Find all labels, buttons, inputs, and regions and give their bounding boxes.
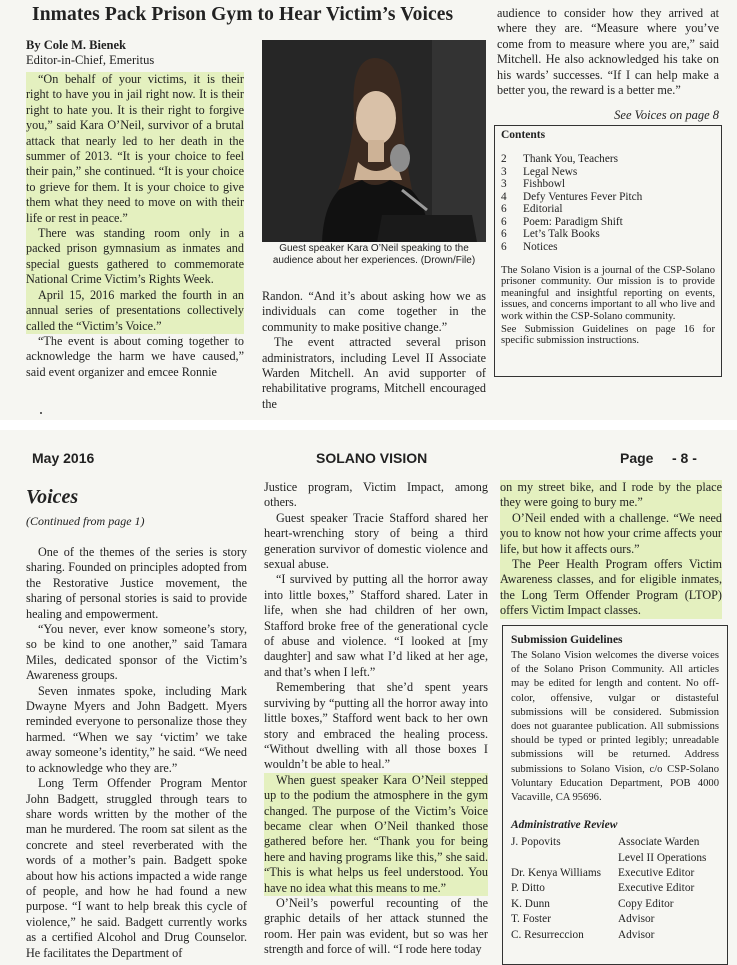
- byline-author: By Cole M. Bienek: [26, 38, 126, 52]
- staff-name: J. Popovits: [511, 836, 561, 849]
- staff-name: T. Foster: [511, 913, 551, 926]
- submission-title: Submission Guidelines: [511, 634, 623, 646]
- staff-name: P. Ditto: [511, 882, 545, 895]
- staff-row: [511, 835, 719, 850]
- contents-label: Poem: Paradigm Shift: [523, 215, 623, 228]
- article-column-3: [500, 480, 722, 619]
- article-column-2: [264, 480, 488, 958]
- paragraph: “I survived by putting all the horror away into little boxes,” Stafford shared. Later in life, when she had children of her own, Stafford broke free of the generational cycle of abuse and violence. “I looked at [my daughter] and saw what I’d liked at her age, and that’s when I left.”: [264, 572, 488, 679]
- staff-role: Copy Editor: [618, 897, 674, 910]
- contents-label: Thank You, Teachers: [523, 153, 619, 165]
- paragraph: audience to consider how they arrived at where they are. “Measure where you’ve come from to measure where you are,” said Mitchell. He also acknowledged his take on his wards’ successes. “If I can help make a better you, the reward is a better me.”: [497, 6, 719, 98]
- page-number: - 8 -: [672, 450, 697, 466]
- paragraph: When guest speaker Kara O’Neil stepped up to the podium the atmosphere in the gym changed. The purpose of the Victim’s Voice became clear when O’Neil thanked those gathered before her. “Thank you for being here and having programs like this,” she said. “This is what helps us feel understood. You have no idea what this means to me.”: [264, 772, 488, 895]
- paragraph: “You never, ever know someone’s story, so be kind to one another,” said Tamara Miles, dedicated sponsor of the Victim’s Awareness groups.: [26, 622, 247, 683]
- administrative-review: [511, 819, 719, 943]
- paragraph: on my street bike, and I rode by the place they were going to bury me.”: [500, 480, 722, 510]
- staff-row: [511, 897, 719, 912]
- staff-role: Advisor: [618, 928, 655, 941]
- staff-row: [511, 912, 719, 927]
- contents-page: 4: [501, 190, 507, 203]
- continued-from: (Continued from page 1): [26, 514, 145, 528]
- paragraph: April 15, 2016 marked the fourth in an annual series of presentations collectively called the “Victim’s Voice.”: [26, 287, 244, 333]
- paragraph: O’Neil ended with a challenge. “We need you to know not how your crime affects your life, but how it affects ours.”: [500, 510, 722, 556]
- staff-row: [511, 866, 719, 881]
- journal-mission: The Solano Vision is a journal of the CSP-Solano prisoner community. Our mission is to provide meaningful and insightful reporting on events, issues, and concerns important to all who live and work within the CSP-Solano community.: [501, 265, 715, 322]
- masthead: SOLANO VISION: [316, 450, 428, 466]
- speaker-photo: [262, 40, 486, 242]
- contents-label: Fishbowl: [523, 178, 566, 190]
- paragraph: Remembering that she’d spent years surviving by “putting all the horror away into little boxes,” Stafford went back to her own story and embraced the healing process. “Without dwelling with all those boxes I wouldn’t be able to heal.”: [264, 680, 488, 772]
- staff-row: [511, 851, 719, 866]
- page-label: Page: [620, 450, 654, 466]
- contents-item[interactable]: [501, 191, 715, 204]
- paragraph: “On behalf of your victims, it is their right to have you in jail right now. It is their right to hate you. It is their right to forgive you,” said Kara O’Neil, survivor of a brutal attack that nearly led to her death in the summer of 2013. “It is your choice to feel their pain,” she continued. “It is your choice to grieve for them. It is your choice to give them what they need to move on with their life or rest in peace.”: [26, 72, 244, 225]
- page-divider: [0, 420, 737, 430]
- paragraph: The event attracted several prison administrators, including Level II Associate Warden Mitchell. An avid supporter of rehabilitative programs, Mitchell encouraged the: [262, 335, 486, 411]
- contents-item[interactable]: [501, 241, 715, 254]
- staff-name: K. Dunn: [511, 897, 550, 910]
- staff-role: Level II Operations: [618, 851, 707, 864]
- staff-row: [511, 928, 719, 943]
- article-column-1: [26, 72, 244, 380]
- contents-page: 6: [501, 240, 507, 253]
- article-column-3: [497, 6, 719, 98]
- paragraph: There was standing room only in a packed prison gymnasium as inmates and special guests gathered to commemorate National Crime Victim’s Rights Week.: [26, 226, 244, 287]
- paragraph: O’Neil’s powerful recounting of the graphic details of her attack stunned the room. Her pain was evident, but so was her strength and force of will. “I rode here today: [264, 895, 488, 957]
- issue-date: May 2016: [32, 450, 95, 466]
- staff-role: Executive Editor: [618, 882, 695, 895]
- staff-row: [511, 881, 719, 896]
- submission-text: The Solano Vision welcomes the diverse voices of the Solano Prison Community. All articles may be edited for length and content. No off-color, offensive, vulgar or distasteful submissions will be considered. Submission does not guarantee publication. All submissions should be typed or printed legibly; unreadable submissions will be returned. Address submissions to Solano Vision, c/o CSP-Solano Voluntary Education Department, POB 4000 Vacaville, CA 95696.: [511, 650, 719, 804]
- contents-item[interactable]: [501, 228, 715, 241]
- paragraph: One of the themes of the series is story sharing. Founded on principles adopted from the Restorative Justice movement, the sharing of personal stories is said to provide healing and empowerment.: [26, 545, 247, 621]
- contents-title: Contents: [501, 129, 546, 141]
- contents-item[interactable]: [501, 153, 715, 166]
- speck-mark: [40, 412, 42, 414]
- contents-page: 2: [501, 153, 507, 165]
- staff-role: Executive Editor: [618, 867, 695, 880]
- article-headline: Inmates Pack Prison Gym to Hear Victim’s Voices: [32, 4, 454, 25]
- paragraph: Randon. “And it’s about asking how we as individuals can come together in the community to make positive change.”: [262, 289, 486, 334]
- staff-role: Associate Warden: [618, 836, 700, 849]
- paragraph: Seven inmates spoke, including Mark Dwayne Myers and John Badgett. Myers reminded everyone to personalize those they harmed. “When we say ‘victim’ we take away someone’s identity,” he said. “We need to acknowledge who they are.”: [26, 683, 247, 775]
- article-column-1: [26, 545, 247, 961]
- contents-item[interactable]: [501, 216, 715, 229]
- contents-item[interactable]: [501, 166, 715, 179]
- contents-page: 6: [501, 203, 507, 215]
- staff-name: C. Resurreccion: [511, 928, 584, 941]
- paragraph: Long Term Offender Program Mentor John Badgett, struggled through tears to share words written by the mother of the man he murdered. The room sat silent as the concrete and steel reverberated with the words of a mother’s pain. Badgett spoke about how his actions impacted a wide range of people, and how he had found a new purpose. “I want to help break this cycle of violence,” he said. Badgett currently works as a certified Alcohol and Drug Counselor. He facilitates the Department of: [26, 776, 247, 960]
- contents-item[interactable]: [501, 178, 715, 191]
- paragraph: “The event is about coming together to acknowledge the harm we have caused,” said event organizer and emcee Ronnie: [26, 333, 244, 379]
- contents-label: Let’s Talk Books: [523, 228, 600, 240]
- paragraph: Guest speaker Tracie Stafford shared her heart-wrenching story of being a third generation survivor of domestic violence and sexual abuse.: [264, 510, 488, 572]
- staff-name: [511, 851, 618, 866]
- contents-label: Notices: [523, 240, 558, 253]
- staff-role: Advisor: [618, 913, 655, 926]
- submission-note: See Submission Guidelines on page 16 for specific submission instructions.: [501, 324, 715, 347]
- speaker-photo-illustration: [262, 40, 486, 242]
- review-title: Administrative Review: [511, 819, 618, 832]
- byline: [26, 38, 154, 68]
- contents-label: Legal News: [523, 165, 578, 178]
- article-column-2: [262, 289, 486, 412]
- contents-label: Editorial: [523, 203, 563, 215]
- contents-page: 6: [501, 228, 507, 240]
- continued-reference[interactable]: See Voices on page 8: [614, 108, 719, 122]
- contents-page: 3: [501, 178, 507, 190]
- contents-page: 6: [501, 215, 507, 228]
- contents-page: 3: [501, 165, 507, 178]
- contents-box: [494, 125, 722, 377]
- contents-label: Defy Ventures Fever Pitch: [523, 190, 643, 203]
- contents-list: [501, 153, 715, 253]
- photo-caption: Guest speaker Kara O’Neil speaking to the audience about her experiences. (Drown/File): [272, 243, 476, 266]
- continuation-title: Voices: [26, 486, 79, 508]
- staff-name: Dr. Kenya Williams: [511, 867, 602, 880]
- paragraph: The Peer Health Program offers Victim Awareness classes, and for eligible inmates, the Long Term Offender Program (LTOP) offers Victim Impact classes.: [500, 557, 722, 618]
- byline-role: Editor-in-Chief, Emeritus: [26, 53, 155, 67]
- submission-guidelines-box: [502, 625, 728, 965]
- paragraph: Justice program, Victim Impact, among others.: [264, 480, 488, 510]
- contents-item[interactable]: [501, 203, 715, 216]
